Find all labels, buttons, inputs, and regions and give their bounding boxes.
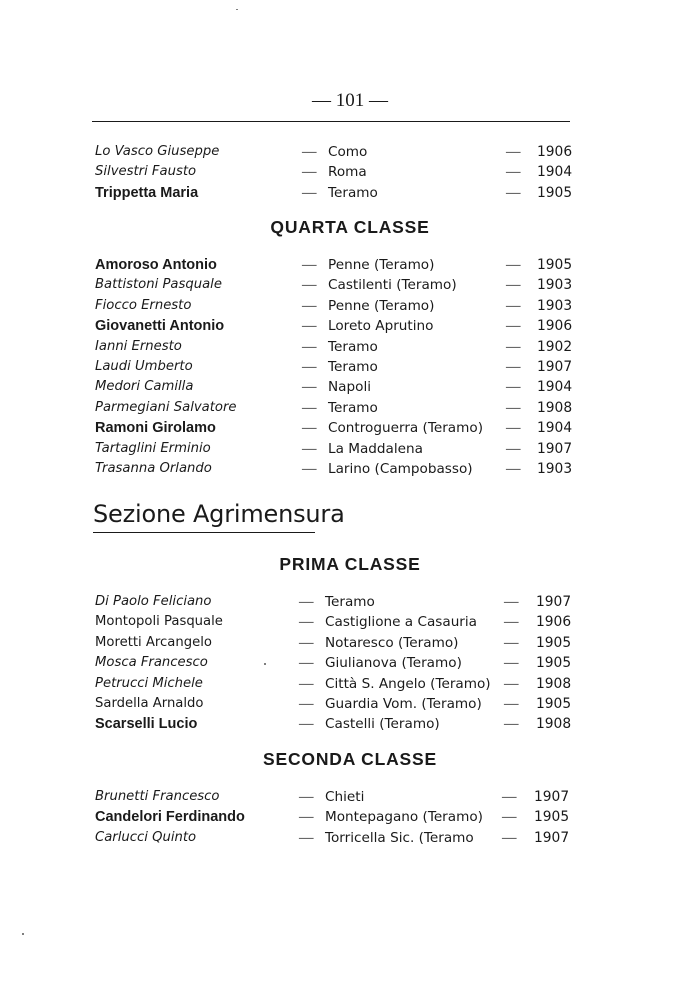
entry-year: 1905 <box>536 695 572 712</box>
dash-separator: — <box>302 440 317 457</box>
entry-year: 1907 <box>537 358 573 375</box>
entry-year: 1908 <box>536 716 572 733</box>
list-entry <box>0 807 700 827</box>
list-entry <box>0 183 700 203</box>
entry-year: 1908 <box>536 675 572 692</box>
dash-separator: — <box>299 634 314 651</box>
list-entry <box>0 418 700 438</box>
entry-year: 1906 <box>536 614 572 631</box>
quarta-classe-list <box>0 255 700 479</box>
entry-year: 1905 <box>536 634 572 651</box>
list-entry <box>0 255 700 275</box>
entry-year: 1904 <box>537 379 573 396</box>
dash-separator: — <box>506 144 521 160</box>
list-entry <box>0 714 700 734</box>
dash-separator: — <box>506 184 521 201</box>
entry-year: 1907 <box>534 829 570 846</box>
dash-separator: — <box>504 716 519 733</box>
entry-name: Trasanna Orlando <box>95 460 212 476</box>
dash-separator: — <box>299 716 314 733</box>
entry-name: Brunetti Francesco <box>95 789 220 804</box>
entry-year: 1904 <box>537 164 573 181</box>
entry-name: Battistoni Pasquale <box>95 277 222 293</box>
entry-place: Castilenti (Teramo) <box>328 277 457 294</box>
entry-name: Giovanetti Antonio <box>95 318 225 335</box>
entry-place: Penne (Teramo) <box>328 297 435 314</box>
dash-separator: — <box>506 379 521 396</box>
dash-separator: — <box>302 277 317 294</box>
seconda-classe-list <box>0 787 700 848</box>
dash-separator: — <box>299 789 314 805</box>
entry-name: Tartaglini Erminio <box>95 440 211 456</box>
entry-year: 1907 <box>534 789 570 805</box>
dash-separator: — <box>299 829 314 846</box>
dash-separator: — <box>302 297 317 314</box>
list-entry <box>0 398 700 418</box>
dash-separator: — <box>506 358 521 375</box>
dash-separator: — <box>302 379 317 396</box>
dash-separator: — <box>506 338 521 355</box>
entry-year: 1905 <box>537 257 573 273</box>
entry-place: Notaresco (Teramo) <box>325 634 459 651</box>
list-entry <box>0 357 700 377</box>
list-entry <box>0 337 700 357</box>
dash-separator: — <box>302 399 317 416</box>
list-entry <box>0 674 700 694</box>
list-entry <box>0 612 700 632</box>
list-entry <box>0 633 700 653</box>
entry-name: Ianni Ernesto <box>95 338 182 354</box>
dash-separator: — <box>504 675 519 692</box>
dash-separator: — <box>302 144 317 160</box>
dash-separator: — <box>302 460 317 477</box>
list-entry <box>0 694 700 714</box>
scan-speck <box>264 663 266 665</box>
entry-place: Montepagano (Teramo) <box>325 809 483 826</box>
entry-name: Amoroso Antonio <box>95 257 217 273</box>
entry-place: Larino (Campobasso) <box>328 460 473 477</box>
entry-place: Castiglione a Casauria <box>325 614 478 631</box>
entry-year: 1903 <box>537 277 573 294</box>
list-entry <box>0 316 700 336</box>
section-title-underline <box>93 532 315 533</box>
dash-separator: — <box>504 695 519 712</box>
entry-year: 1903 <box>537 460 573 477</box>
dash-separator: — <box>506 420 521 437</box>
entry-name: Medori Camilla <box>95 379 194 395</box>
entry-name: Sardella Arnaldo <box>95 695 204 711</box>
entry-place: Torricella Sic. (Teramo <box>325 829 474 846</box>
dash-separator: — <box>506 440 521 457</box>
entry-place: Roma <box>328 164 367 181</box>
entry-year: 1905 <box>537 184 573 201</box>
list-entry <box>0 828 700 848</box>
list-entry <box>0 787 700 807</box>
entry-year: 1905 <box>534 809 570 826</box>
list-entry <box>0 592 700 612</box>
dash-separator: — <box>506 460 521 477</box>
dash-separator: — <box>302 338 317 355</box>
dash-separator: — <box>504 614 519 631</box>
entry-name: Mosca Francesco <box>95 655 208 671</box>
entry-name: Ramoni Girolamo <box>95 420 216 437</box>
dash-separator: — <box>504 594 519 610</box>
list-entry <box>0 275 700 295</box>
entry-year: 1906 <box>537 318 573 335</box>
seconda-classe-heading: SECONDA CLASSE <box>263 749 437 769</box>
dash-separator: — <box>506 297 521 314</box>
entry-place: Teramo <box>328 338 378 355</box>
entry-name: Fiocco Ernesto <box>95 297 192 313</box>
scan-speck <box>236 9 238 10</box>
entry-year: 1905 <box>536 655 572 672</box>
entry-name: Carlucci Quinto <box>95 829 197 845</box>
dash-separator: — <box>302 318 317 335</box>
entry-year: 1906 <box>537 144 573 160</box>
list-entry <box>0 142 700 162</box>
scan-speck <box>22 933 24 935</box>
list-entry <box>0 296 700 316</box>
prima-classe-list <box>0 592 700 735</box>
entry-place: Teramo <box>325 594 375 610</box>
dash-separator: — <box>302 257 317 273</box>
dash-separator: — <box>506 164 521 181</box>
list-entry <box>0 162 700 182</box>
dash-separator: — <box>302 420 317 437</box>
entry-name: Di Paolo Feliciano <box>95 594 212 609</box>
header-rule <box>92 121 570 122</box>
dash-separator: — <box>299 614 314 631</box>
dash-separator: — <box>302 164 317 181</box>
dash-separator: — <box>302 184 317 201</box>
entry-place: Teramo <box>328 358 378 375</box>
entry-place: Napoli <box>328 379 371 396</box>
entry-name: Scarselli Lucio <box>95 716 198 733</box>
entry-year: 1907 <box>537 440 573 457</box>
entry-place: Penne (Teramo) <box>328 257 435 273</box>
list-entry <box>0 653 700 673</box>
list-entry <box>0 439 700 459</box>
dash-separator: — <box>299 695 314 712</box>
entry-year: 1908 <box>537 399 573 416</box>
entry-year: 1902 <box>537 338 573 355</box>
entry-place: Chieti <box>325 789 365 805</box>
entry-name: Petrucci Michele <box>95 675 203 691</box>
entry-place: Como <box>328 144 368 160</box>
dash-separator: — <box>299 594 314 610</box>
list-entry <box>0 459 700 479</box>
dash-separator: — <box>299 675 314 692</box>
dash-separator: — <box>504 634 519 651</box>
dash-separator: — <box>502 789 517 805</box>
dash-separator: — <box>506 399 521 416</box>
entry-name: Silvestri Fausto <box>95 164 197 180</box>
entry-place: Guardia Vom. (Teramo) <box>325 695 482 712</box>
entry-place: La Maddalena <box>328 440 423 457</box>
dash-separator: — <box>299 655 314 672</box>
entry-name: Montopoli Pasquale <box>95 614 223 630</box>
entry-place: Controguerra (Teramo) <box>328 420 483 437</box>
page-number: — 101 — <box>312 90 388 111</box>
entry-name: Moretti Arcangelo <box>95 634 212 650</box>
entry-year: 1907 <box>536 594 572 610</box>
dash-separator: — <box>506 318 521 335</box>
entry-place: Loreto Aprutino <box>328 318 434 335</box>
section-title: Sezione Agrimensura <box>93 500 345 528</box>
entry-name: Laudi Umberto <box>95 358 193 374</box>
dash-separator: — <box>502 829 517 846</box>
entry-place: Città S. Angelo (Teramo) <box>325 675 491 692</box>
entry-name: Lo Vasco Giuseppe <box>95 144 220 159</box>
dash-separator: — <box>299 809 314 826</box>
entry-place: Giulianova (Teramo) <box>325 655 462 672</box>
prima-classe-heading: PRIMA CLASSE <box>279 554 421 574</box>
dash-separator: — <box>506 257 521 273</box>
entry-place: Castelli (Teramo) <box>325 716 440 733</box>
entry-name: Parmegiani Salvatore <box>95 399 237 415</box>
entry-place: Teramo <box>328 399 378 416</box>
entry-year: 1904 <box>537 420 573 437</box>
dash-separator: — <box>502 809 517 826</box>
entry-place: Teramo <box>328 184 378 201</box>
dash-separator: — <box>302 358 317 375</box>
opening-entries-list <box>0 142 700 203</box>
dash-separator: — <box>504 655 519 672</box>
entry-name: Candelori Ferdinando <box>95 809 245 826</box>
list-entry <box>0 377 700 397</box>
dash-separator: — <box>506 277 521 294</box>
entry-year: 1903 <box>537 297 573 314</box>
entry-name: Trippetta Maria <box>95 184 199 201</box>
quarta-classe-heading: QUARTA CLASSE <box>270 217 430 237</box>
